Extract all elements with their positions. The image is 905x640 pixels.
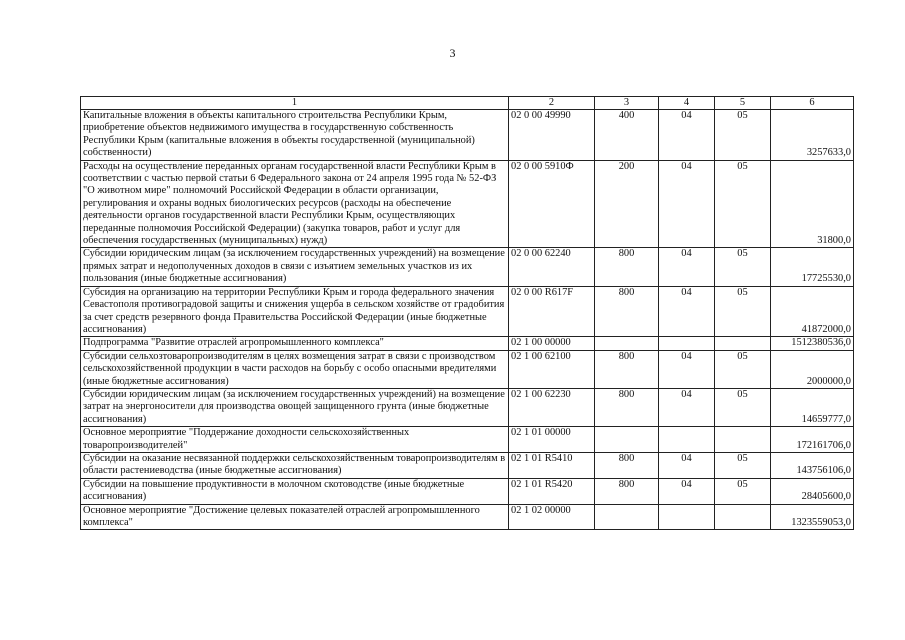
- expense-type-cell: [595, 427, 659, 453]
- amount-cell: 143756106,0: [771, 452, 854, 478]
- amount-cell: 17725530,0: [771, 248, 854, 286]
- section-cell: 04: [659, 110, 715, 161]
- expense-type-cell: [595, 504, 659, 530]
- target-code-cell: 02 0 00 62240: [509, 248, 595, 286]
- target-code-cell: 02 1 02 00000: [509, 504, 595, 530]
- expense-type-cell: 800: [595, 478, 659, 504]
- header-cell-3: 3: [595, 97, 659, 110]
- table-row: [81, 452, 854, 478]
- table-row: [81, 478, 854, 504]
- expense-name-cell: Субсидии юридическим лицам (за исключением государственных учреждений) на возмещение прямых затрат и недополученных доходов в связи с изъятием земельных участков из их пользования (иные бюджетные ассигнования): [81, 248, 509, 286]
- amount-cell: 2000000,0: [771, 350, 854, 388]
- target-code-cell: 02 1 01 R5410: [509, 452, 595, 478]
- table-row: [81, 388, 854, 426]
- expense-name-cell: Субсидии сельхозтоваропроизводителям в целях возмещения затрат в связи с производством сельскохозяйственной продукции в части расходов на борьбу с особо опасными вредителями (иные бюджетные ассигнования): [81, 350, 509, 388]
- amount-cell: 28405600,0: [771, 478, 854, 504]
- amount-cell: 172161706,0: [771, 427, 854, 453]
- section-cell: 04: [659, 452, 715, 478]
- expense-name-cell: Субсидии на оказание несвязанной поддержки сельскохозяйственным товаропроизводителям в области растениеводства (иные бюджетные ассигнования): [81, 452, 509, 478]
- header-row: [81, 97, 854, 110]
- header-cell-6: 6: [771, 97, 854, 110]
- table-row: [81, 286, 854, 337]
- subsection-cell: 05: [715, 248, 771, 286]
- expense-name-cell: Подпрограмма "Развитие отраслей агропромышленного комплекса": [81, 337, 509, 350]
- subsection-cell: 05: [715, 478, 771, 504]
- expense-type-cell: 800: [595, 452, 659, 478]
- expense-type-cell: [595, 337, 659, 350]
- target-code-cell: 02 1 00 62100: [509, 350, 595, 388]
- expense-type-cell: 400: [595, 110, 659, 161]
- table-row: [81, 337, 854, 350]
- amount-cell: 14659777,0: [771, 388, 854, 426]
- target-code-cell: 02 1 01 00000: [509, 427, 595, 453]
- expense-type-cell: 800: [595, 388, 659, 426]
- expense-type-cell: 800: [595, 350, 659, 388]
- subsection-cell: [715, 337, 771, 350]
- amount-cell: 1323559053,0: [771, 504, 854, 530]
- section-cell: [659, 504, 715, 530]
- subsection-cell: 05: [715, 286, 771, 337]
- section-cell: 04: [659, 248, 715, 286]
- expense-name-cell: Основное мероприятие "Поддержание доходности сельскохозяйственных товаропроизводителей": [81, 427, 509, 453]
- section-cell: 04: [659, 478, 715, 504]
- expense-name-cell: Расходы на осуществление переданных органам государственной власти Республики Крым в соответствии с частью первой статьи 6 Федерального закона от 24 апреля 1995 года № 52-ФЗ "О животном мире" полномочий Российской Федерации в области организации, регулирования и охраны водных биологических ресурсов (расходы на обеспечение деятельности органов государственной власти Республики Крым, осуществляющих переданные полномочия Российской Федерации) (закупка товаров, работ и услуг для обеспечения государственных (муниципальных) нужд): [81, 160, 509, 248]
- section-cell: 04: [659, 350, 715, 388]
- section-cell: 04: [659, 286, 715, 337]
- target-code-cell: 02 1 00 00000: [509, 337, 595, 350]
- table-row: [81, 248, 854, 286]
- target-code-cell: 02 1 00 62230: [509, 388, 595, 426]
- expense-name-cell: Субсидии на повышение продуктивности в молочном скотоводстве (иные бюджетные ассигнования): [81, 478, 509, 504]
- amount-cell: 1512380536,0: [771, 337, 854, 350]
- target-code-cell: 02 0 00 5910Ф: [509, 160, 595, 248]
- expense-type-cell: 800: [595, 248, 659, 286]
- expense-name-cell: Субсидия на организацию на территории Республики Крым и города федерального значения Севастополя противоградовой защиты и снижения ущерба в сельском хозяйстве от градобития за счет средств резервного фонда Правительства Российской Федерации (иные бюджетные ассигнования): [81, 286, 509, 337]
- subsection-cell: [715, 504, 771, 530]
- table-row: [81, 160, 854, 248]
- header-cell-5: 5: [715, 97, 771, 110]
- table-row: [81, 110, 854, 161]
- section-cell: [659, 427, 715, 453]
- subsection-cell: 05: [715, 388, 771, 426]
- expense-type-cell: 800: [595, 286, 659, 337]
- expense-name-cell: Субсидии юридическим лицам (за исключением государственных учреждений) на возмещение затрат на энергоносители для производства овощей защищенного грунта (иные бюджетные ассигнования): [81, 388, 509, 426]
- table-row: [81, 504, 854, 530]
- subsection-cell: [715, 427, 771, 453]
- subsection-cell: 05: [715, 160, 771, 248]
- target-code-cell: 02 1 01 R5420: [509, 478, 595, 504]
- budget-table: [80, 96, 854, 530]
- header-cell-2: 2: [509, 97, 595, 110]
- target-code-cell: 02 0 00 R617F: [509, 286, 595, 337]
- amount-cell: 3257633,0: [771, 110, 854, 161]
- subsection-cell: 05: [715, 110, 771, 161]
- expense-name-cell: Капитальные вложения в объекты капитального строительства Республики Крым, приобретение объектов недвижимого имущества в государственную собственность Республики Крым (капитальные вложения в объекты государственной (муниципальной) собственности): [81, 110, 509, 161]
- expense-type-cell: 200: [595, 160, 659, 248]
- subsection-cell: 05: [715, 452, 771, 478]
- amount-cell: 41872000,0: [771, 286, 854, 337]
- subsection-cell: 05: [715, 350, 771, 388]
- table-row: [81, 427, 854, 453]
- amount-cell: 31800,0: [771, 160, 854, 248]
- target-code-cell: 02 0 00 49990: [509, 110, 595, 161]
- section-cell: [659, 337, 715, 350]
- table-row: [81, 350, 854, 388]
- header-cell-4: 4: [659, 97, 715, 110]
- expense-name-cell: Основное мероприятие "Достижение целевых показателей отраслей агропромышленного комплекса": [81, 504, 509, 530]
- page-number: 3: [449, 46, 456, 60]
- section-cell: 04: [659, 388, 715, 426]
- section-cell: 04: [659, 160, 715, 248]
- header-cell-1: 1: [81, 97, 509, 110]
